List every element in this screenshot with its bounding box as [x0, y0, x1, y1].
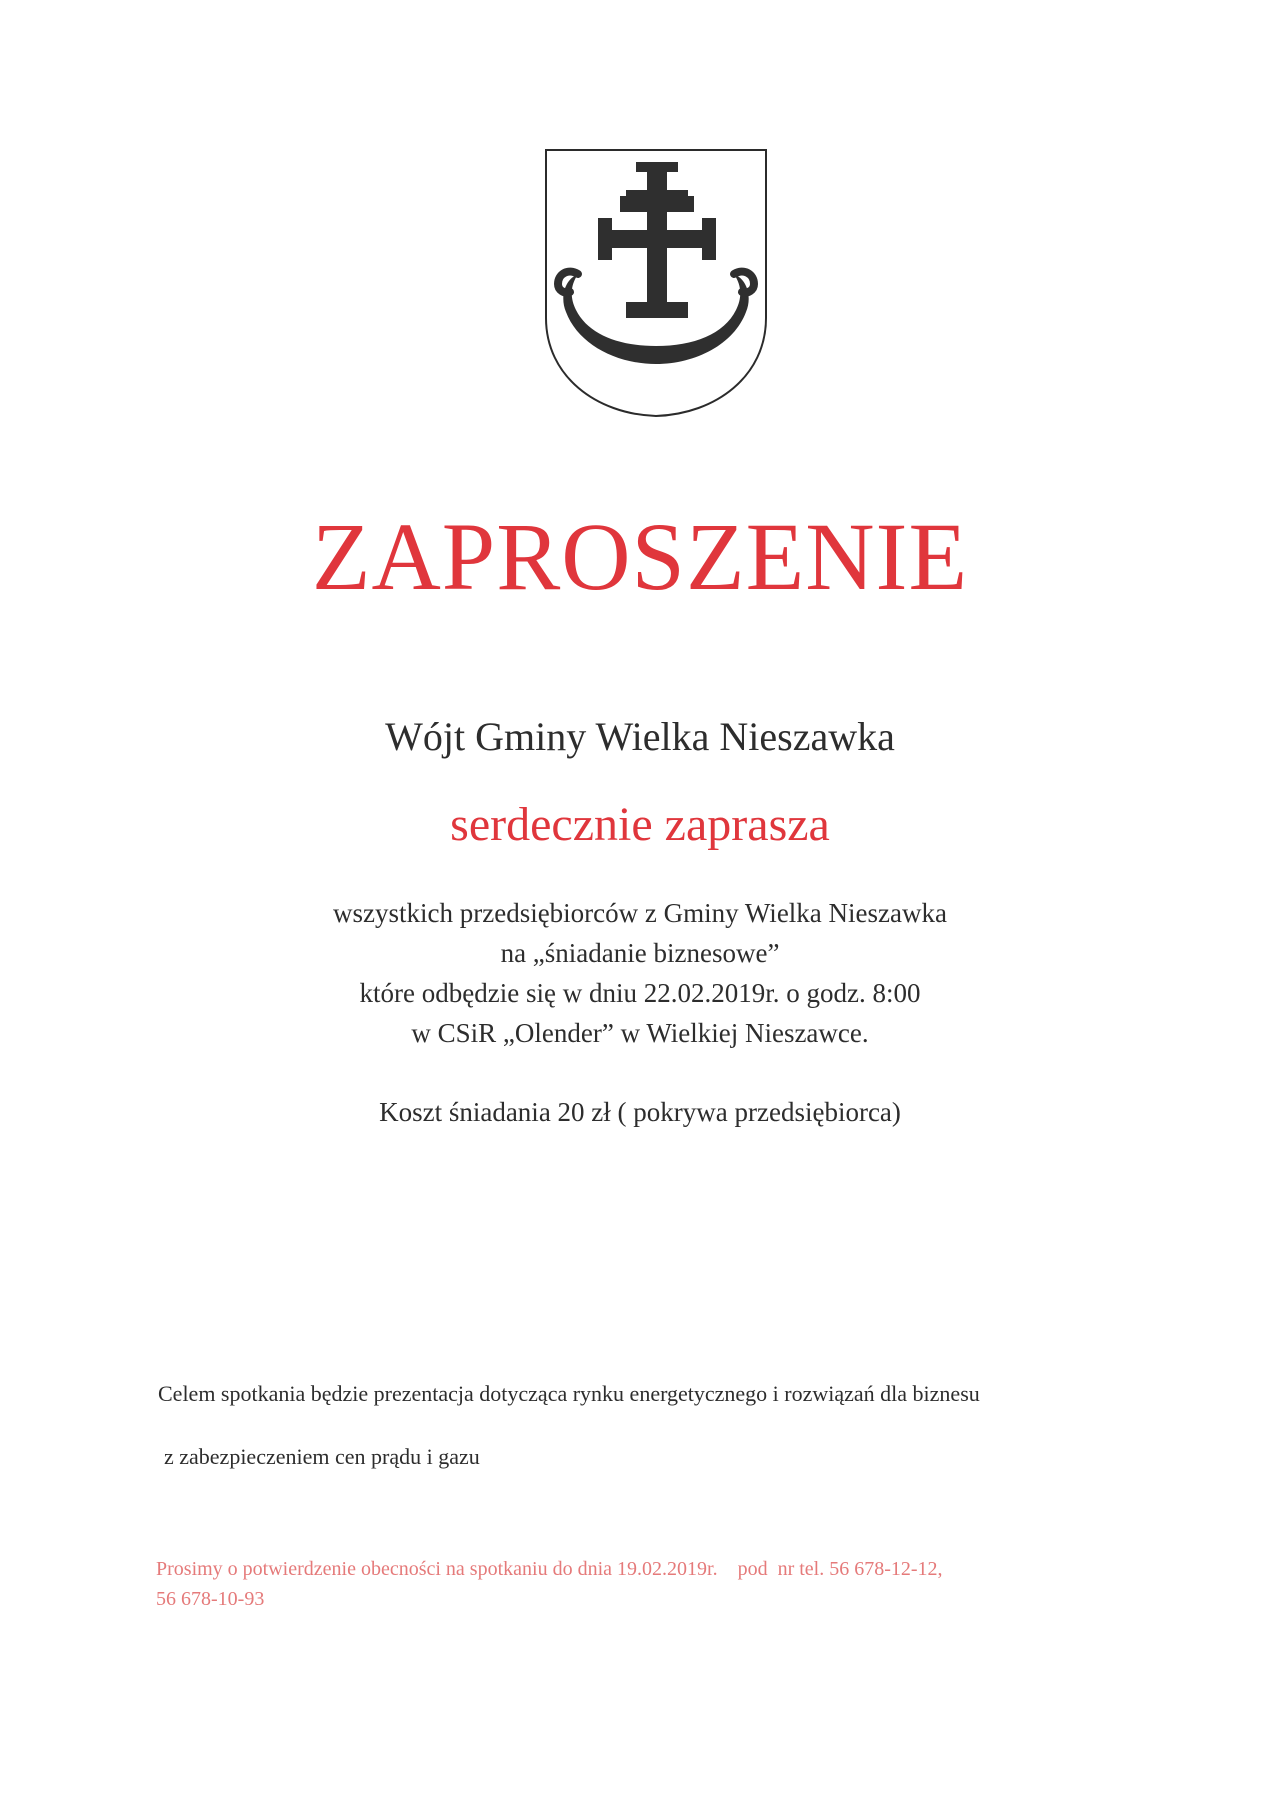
invitation-title: ZAPROSZENIE: [311, 503, 969, 610]
event-details-line: które odbędzie się w dniu 22.02.2019r. o godz. 8:00: [359, 978, 921, 1008]
rsvp-line-1: Prosimy o potwierdzenie obecności na spotkaniu do dnia 19.02.2019r. pod nr tel. 56 678-12-12,: [156, 1558, 943, 1580]
invites-phrase: serdecznie zaprasza: [450, 798, 830, 851]
coat-of-arms-icon: [544, 148, 768, 418]
meeting-purpose-line-1: Celem spotkania będzie prezentacja dotycząca rynku energetycznego i rozwiązań dla biznesu: [158, 1381, 980, 1406]
rsvp-note: [156, 1554, 1146, 1614]
breakfast-cost: Koszt śniadania 20 zł ( pokrywa przedsiębiorca): [379, 1097, 901, 1127]
host-name: Wójt Gminy Wielka Nieszawka: [385, 714, 895, 759]
meeting-purpose-line-2: z zabezpieczeniem cen prądu i gazu: [164, 1444, 480, 1469]
event-details-line: wszystkich przedsiębiorców z Gminy Wielka Nieszawka: [333, 898, 947, 928]
event-details-line: w CSiR „Olender” w Wielkiej Nieszawce.: [411, 1018, 869, 1048]
event-details: [0, 893, 1280, 1053]
event-details-line: na „śniadanie biznesowe”: [500, 938, 780, 968]
rsvp-line-2: 56 678-10-93: [156, 1588, 265, 1610]
